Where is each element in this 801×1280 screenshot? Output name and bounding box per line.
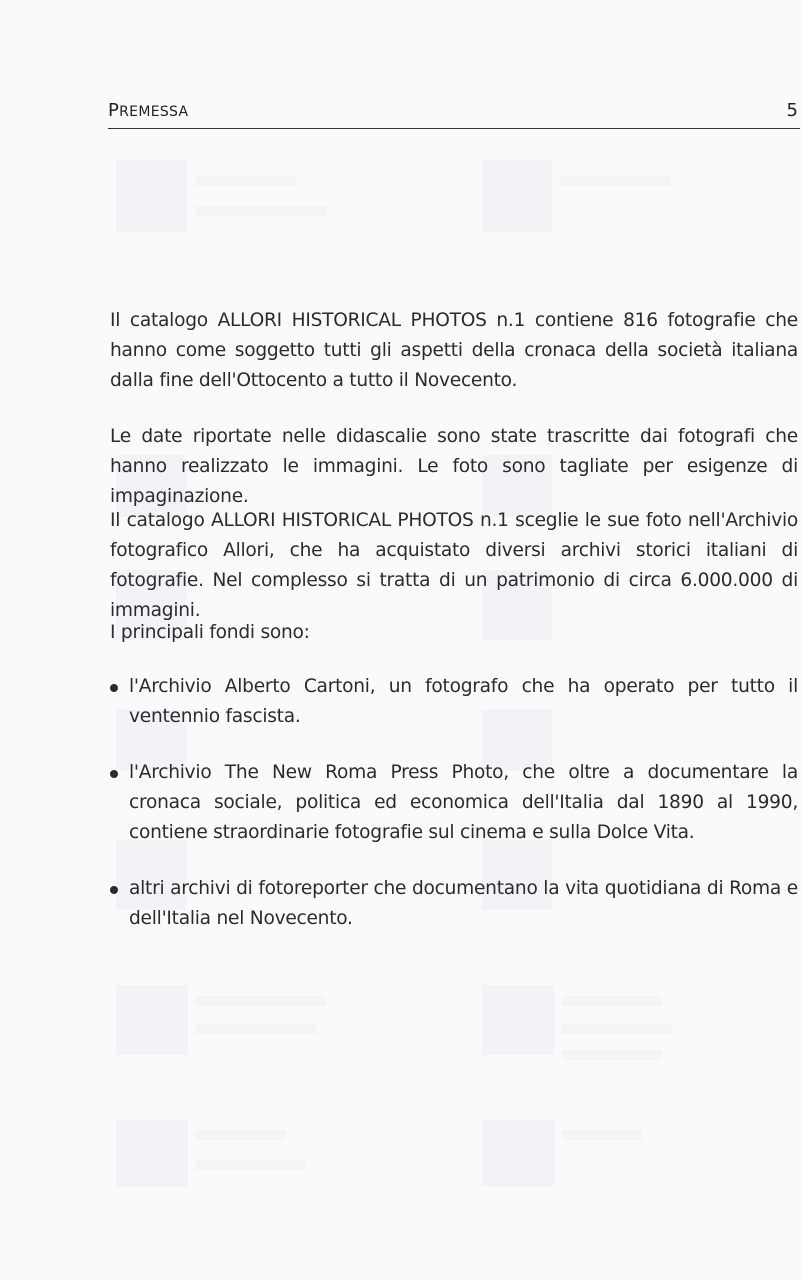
section-title [108, 100, 188, 121]
bleed-through-line [562, 1050, 662, 1060]
bleed-through-line [562, 996, 662, 1006]
bleed-through-line [196, 1130, 286, 1140]
bleed-through-block [482, 160, 552, 232]
bleed-through-line [562, 1024, 672, 1034]
bleed-through-block [116, 1120, 188, 1186]
paragraph-catalog-intro: Il catalogo ALLORI HISTORICAL PHOTOS n.1 contiene 816 fotografie che hanno come soggetto tutti gli aspetti della cronaca della società italiana dalla fine dell'Ottocento a tutto il Novecento. [110, 310, 798, 391]
paragraph-dates-note: Le date riportate nelle didascalie sono state trascritte dai fotografi che hanno realizzato le immagini. Le foto sono tagliate per esigenze di impaginazione. [110, 426, 798, 507]
bleed-through-line [560, 176, 670, 186]
bullet-icon [110, 886, 118, 894]
section-title-initial: P [108, 100, 120, 121]
bleed-through-block [116, 985, 188, 1055]
bleed-through-block [482, 985, 554, 1055]
bleed-through-line [196, 176, 296, 186]
paragraph-archive-source: Il catalogo ALLORI HISTORICAL PHOTOS n.1 sceglie le sue foto nell'Archivio fotografico Allori, che ha acquistato diversi archivi storici italiani di fotografie. Nel complesso si tratta di un patrimonio di circa 6.000.000 di immagini. [110, 510, 798, 621]
list-item-text: l'Archivio Alberto Cartoni, un fotografo che ha operato per tutto il ventennio fascista. [129, 676, 798, 727]
paragraph-main-collections: I principali fondi sono: [110, 622, 310, 643]
bleed-through-line [196, 1024, 316, 1034]
bleed-through-block [116, 160, 186, 232]
list-item-text: l'Archivio The New Roma Press Photo, che oltre a documentare la cronaca sociale, politica ed economica dell'Italia dal 1890 al 1990, contiene straordinarie fotografie sul cinema e sulla Dolce Vita. [129, 762, 798, 843]
bullet-icon [110, 684, 118, 692]
page-number: 5 [786, 100, 798, 121]
list-item-text: altri archivi di fotoreporter che documentano la vita quotidiana di Roma e dell'Italia nel Novecento. [129, 878, 798, 929]
bullet-icon [110, 770, 118, 778]
bleed-through-line [196, 996, 326, 1006]
bleed-through-block [482, 1120, 554, 1186]
bleed-through-line [196, 1160, 306, 1170]
bleed-through-line [562, 1130, 642, 1140]
section-title-rest: REMESSA [119, 104, 189, 120]
running-header [108, 98, 800, 129]
bleed-through-line [196, 206, 326, 216]
